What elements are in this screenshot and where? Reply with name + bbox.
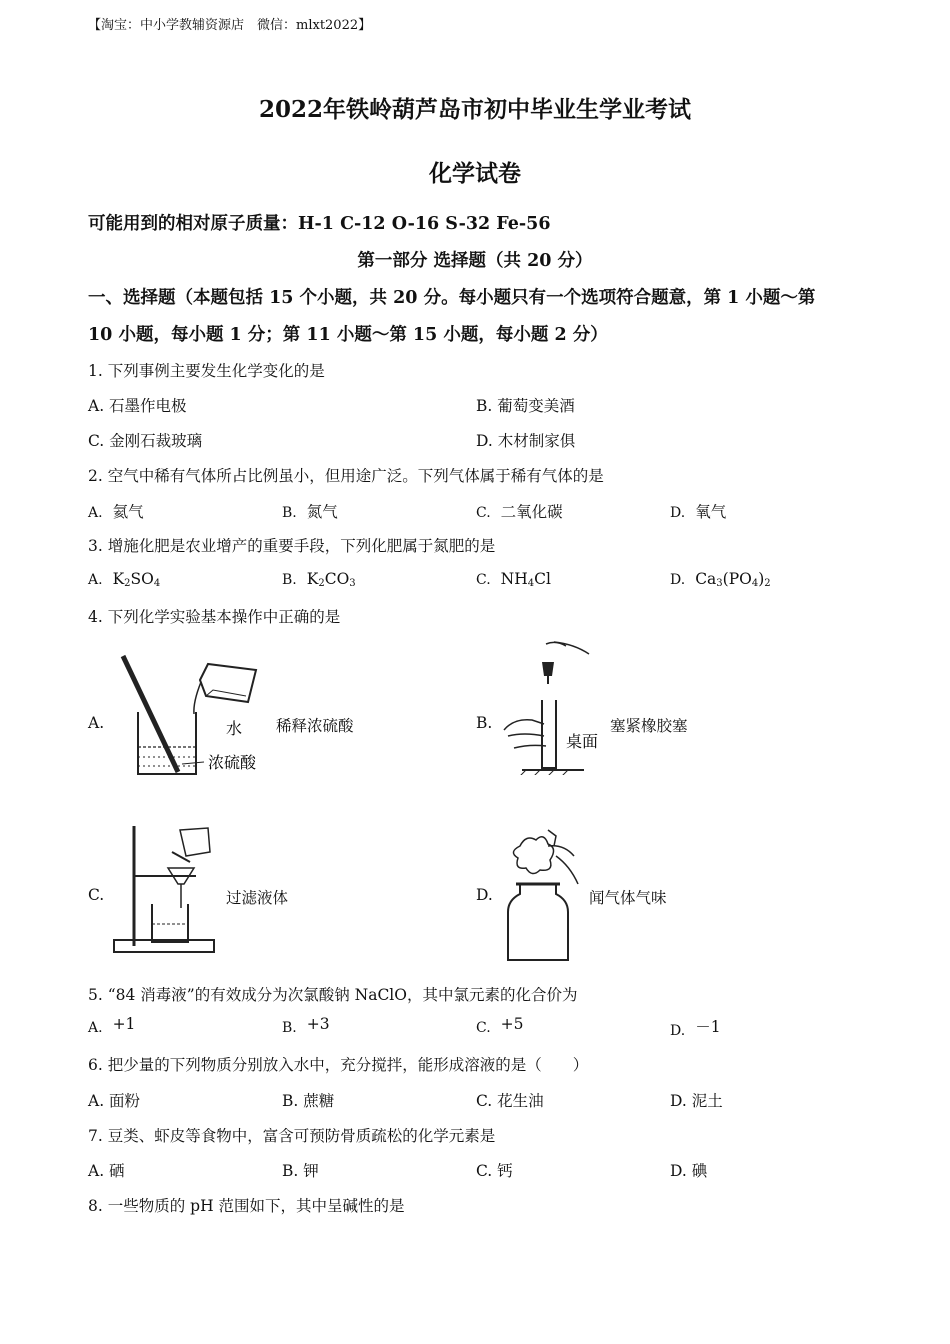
q4-d-label: 闻气体气味	[589, 889, 667, 907]
q6-option-d: D. 泥土	[670, 1092, 723, 1110]
q7-option-b: B. 钾	[282, 1162, 319, 1180]
q2-d-letter: D.	[670, 505, 686, 521]
q4-d-letter: D.	[476, 886, 493, 904]
q5-d-letter: D.	[670, 1023, 686, 1039]
q7-option-c: C. 钙	[476, 1162, 513, 1180]
q3-stem: 3. 增施化肥是农业增产的重要手段，下列化肥属于氮肥的是	[88, 537, 496, 555]
q2-a-text: 氦气	[112, 503, 144, 521]
acid-label: 浓硫酸	[208, 753, 257, 772]
q5-option-c	[476, 1015, 524, 1036]
q2-b-text: 氮气	[306, 503, 338, 521]
q3-option-a	[88, 570, 160, 589]
q4-a-letter: A.	[88, 714, 105, 732]
q3-d-formula: $Ca_3(PO_4)_2$	[695, 570, 771, 589]
q4-c-letter: C.	[88, 886, 105, 904]
q3-b-formula: $K_2CO_3$	[306, 570, 356, 589]
q5-a-letter: A.	[88, 1020, 103, 1036]
q8-stem: 8. 一些物质的 pH 范围如下，其中呈碱性的是	[88, 1197, 405, 1215]
q6-option-c: C. 花生油	[476, 1092, 544, 1110]
q5-stem: 5. “84 消毒液”的有效成分为次氯酸钠 NaClO，其中氯元素的化合价为	[88, 986, 578, 1004]
q1-option-b: B. 葡萄变美酒	[476, 397, 575, 415]
diluting-acid-figure	[108, 652, 273, 784]
q2-c-letter: C.	[476, 505, 491, 521]
q3-a-formula: $K_2SO_4$	[112, 570, 161, 589]
q3-option-c	[476, 570, 551, 589]
q5-option-a	[88, 1015, 136, 1036]
atomic-masses: 可能用到的相对原子质量：H-1 C-12 O-16 S-32 Fe-56	[88, 214, 551, 234]
q3-b-letter: B.	[282, 572, 297, 588]
q2-stem: 2. 空气中稀有气体所占比例虽小，但用途广泛。下列气体属于稀有气体的是	[88, 467, 604, 485]
q4-b-letter: B.	[476, 714, 493, 732]
q6-option-b: B. 蔗糖	[282, 1092, 335, 1110]
q7-option-a: A. 硒	[88, 1162, 125, 1180]
q5-b-text: +3	[306, 1015, 330, 1033]
q3-a-letter: A.	[88, 572, 103, 588]
exam-title: 2022年铁岭葫芦岛市初中毕业生学业考试	[258, 96, 691, 123]
q4-a-label: 稀释浓硫酸	[276, 717, 354, 735]
q5-b-letter: B.	[282, 1020, 297, 1036]
page-header: 【淘宝：中小学教辅资源店 微信：mlxt2022】	[88, 18, 372, 33]
q2-a-letter: A.	[88, 505, 103, 521]
q2-option-c	[476, 500, 563, 522]
q4-c-label: 过滤液体	[226, 889, 289, 907]
filtration-figure	[110, 822, 220, 962]
q2-option-a	[88, 500, 144, 522]
q2-option-d	[670, 500, 726, 522]
desk-label: 桌面	[566, 732, 599, 751]
q3-d-letter: D.	[670, 572, 686, 588]
q1-option-d: D. 木材制家俱	[476, 432, 576, 450]
section-instructions-line1: 一、选择题（本题包括 15 个小题，共 20 分。每小题只有一个选项符合题意，第 1 小题～第	[88, 288, 816, 308]
q1-option-c: C. 金刚石裁玻璃	[88, 432, 203, 450]
exam-subtitle: 化学试卷	[429, 160, 521, 187]
q5-option-d	[670, 1018, 721, 1040]
q6-option-a: A. 面粉	[88, 1092, 141, 1110]
q3-option-b	[282, 570, 356, 589]
part-heading: 第一部分 选择题（共 20 分）	[357, 251, 593, 271]
water-label: 水	[226, 719, 243, 738]
q7-option-d: D. 碘	[670, 1162, 708, 1180]
section-instructions-line2: 10 小题，每小题 1 分；第 11 小题～第 15 小题，每小题 2 分）	[88, 325, 608, 345]
q2-c-text: 二氧化碳	[500, 503, 563, 521]
q3-c-formula: $NH_4Cl$	[500, 570, 551, 589]
q3-option-d	[670, 570, 771, 589]
q5-c-text: +5	[500, 1015, 524, 1033]
stopper-figure	[494, 640, 604, 775]
q4-stem: 4. 下列化学实验基本操作中正确的是	[88, 608, 341, 626]
q2-option-b	[282, 500, 338, 522]
q5-option-b	[282, 1015, 330, 1036]
q2-d-text: 氧气	[695, 503, 727, 521]
q6-stem: 6. 把少量的下列物质分别放入水中，充分搅拌，能形成溶液的是（ ）	[88, 1056, 589, 1074]
q5-a-text: +1	[112, 1015, 136, 1033]
q1-stem: 1. 下列事例主要发生化学变化的是	[88, 362, 325, 380]
q7-stem: 7. 豆类、虾皮等食物中，富含可预防骨质疏松的化学元素是	[88, 1127, 496, 1145]
q5-c-letter: C.	[476, 1020, 491, 1036]
smelling-gas-figure	[496, 826, 586, 962]
q1-option-a: A. 石墨作电极	[88, 397, 187, 415]
q3-c-letter: C.	[476, 572, 491, 588]
q5-d-text: －1	[695, 1018, 721, 1036]
q2-b-letter: B.	[282, 505, 297, 521]
q4-b-label: 塞紧橡胶塞	[610, 717, 688, 735]
